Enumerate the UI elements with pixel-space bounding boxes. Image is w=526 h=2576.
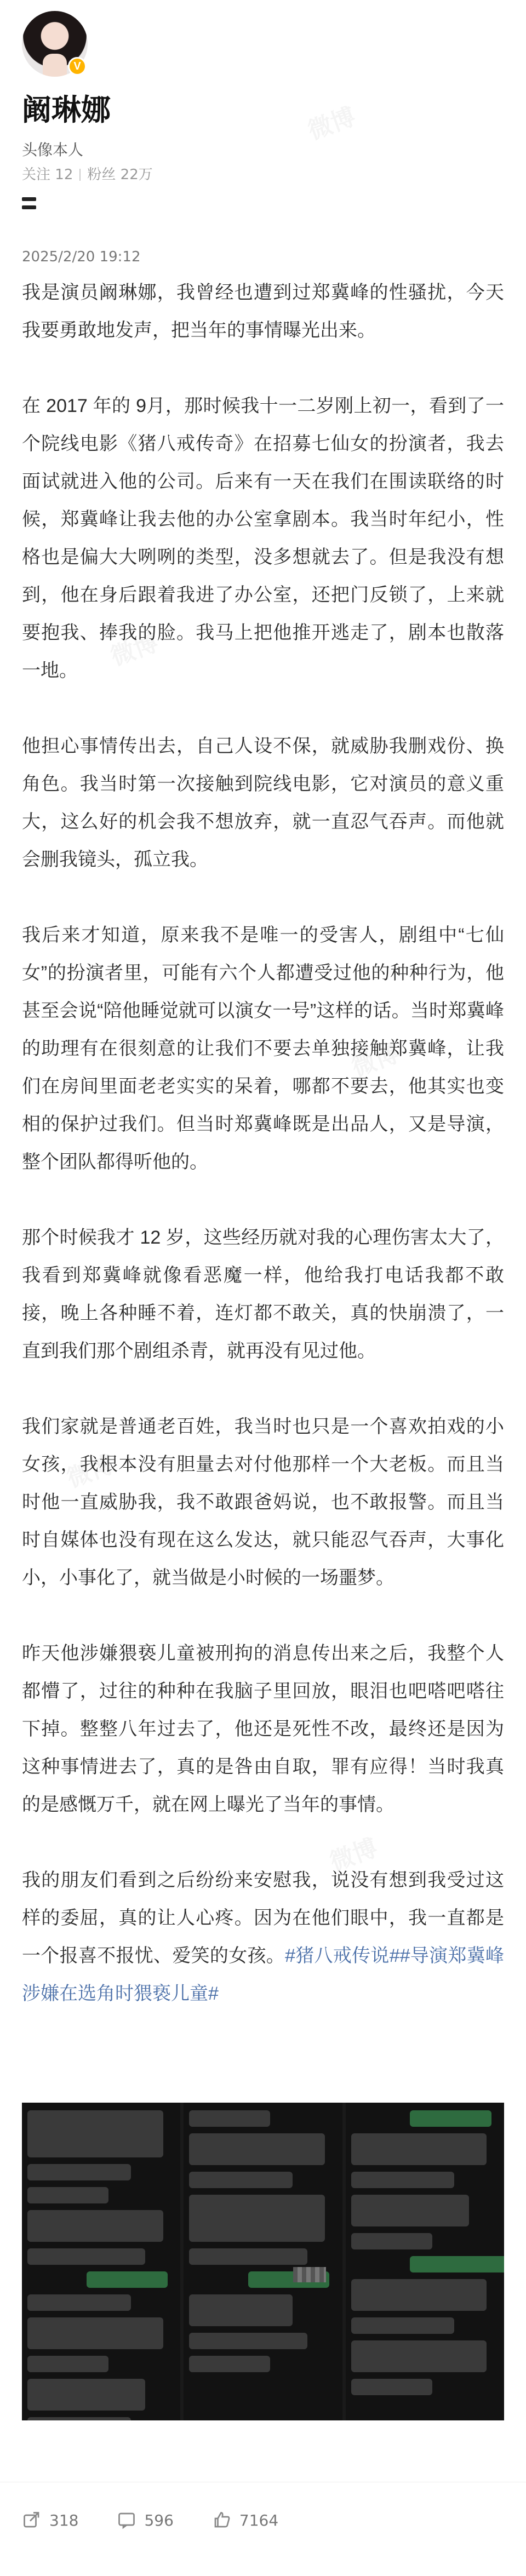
redaction-mosaic — [293, 2267, 326, 2282]
post-paragraph: 他担心事情传出去，自己人设不保，就威胁我删戏份、换角色。我当时第一次接触到院线电影，它对演员的意义重大，这么好的机会我不想放弃，就一直忍气吞声。而他就会删我镜头，孤立我。 — [22, 736, 504, 870]
post-paragraph-text: 我的朋友们看到之后纷纷来安慰我，说没有想到我受过这样的委屈，真的让人心疼。因为在他们眼中，我一直都是一个报喜不报忧、爱笑的女孩。 — [22, 1870, 504, 1966]
post-paragraph: 在 2017 年的 9月，那时候我十一二岁刚上初一，看到了一个院线电影《猪八戒传奇》在招募七仙女的扮演者，我去面试就进入他的公司。后来有一天在我们在围读联络的时候，郑冀峰让我去他的办公室拿剧本。我当时年纪小，性格也是偏大大咧咧的类型，没多想就去了。但是我没有想到，他在身后跟着我进了办公室，还把门反锁了，上来就要抱我、捧我的脸。我马上把他推开逃走了，剧本也散落一地。 — [22, 396, 504, 681]
following-label: 关注 — [22, 167, 51, 183]
chat-screenshots-image[interactable] — [22, 2103, 504, 2420]
post-body — [22, 274, 504, 2051]
post-paragraph: 昨天他涉嫌猥亵儿童被刑拘的消息传出来之后，我整个人都懵了，过往的种种在我脑子里回放，眼泪也吧嗒吧嗒往下掉。整整八年过去了，他还是死性不改，最终还是因为这种事情进去了，真的是咎由自取，罪有应得！当时我真的是感慨万千，就在网上曝光了当年的事情。 — [22, 1643, 504, 1815]
followers-count[interactable]: 22万 — [120, 167, 153, 183]
username[interactable]: 阚琳娜 — [22, 94, 111, 127]
profile-stats — [22, 163, 153, 184]
post-paragraph: 我后来才知道，原来我不是唯一的受害人，剧组中“七仙女”的扮演者里，可能有六个人都遭受过他的种种行为，他甚至会说“陪他睡觉就可以演女一号”这样的话。当时郑冀峰的助理有在很刻意的让我们不要去单独接触郑冀峰，让我们在房间里面老老实实的呆着，哪都不要去，他其实也变相的保护过我们。但当时郑冀峰既是出品人，又是导演，整个团队都得听他的。 — [22, 925, 504, 1172]
decorative-bars-icon — [22, 197, 36, 214]
bio: 头像本人 — [22, 141, 84, 159]
comment-button[interactable] — [117, 2510, 173, 2530]
post-date: 2025/2/20 19:12 — [22, 249, 141, 265]
action-bar — [22, 2498, 504, 2542]
chat-screenshot — [22, 2103, 180, 2420]
stats-divider — [79, 169, 81, 181]
comment-count: 596 — [144, 2511, 174, 2529]
chat-screenshot — [184, 2103, 342, 2420]
like-button[interactable] — [212, 2510, 278, 2530]
following-count[interactable]: 12 — [55, 167, 73, 183]
hashtag-link[interactable]: #猪八戒传说# — [285, 1945, 400, 1966]
thumbs-up-icon — [212, 2510, 232, 2530]
chat-screenshot — [346, 2103, 504, 2420]
v-badge-icon: V — [68, 57, 87, 76]
post-paragraph: 我们家就是普通老百姓，我当时也只是一个喜欢拍戏的小女孩，我根本没有胆量去对付他那样一个大老板。而且当时他一直威胁我，我不敢跟爸妈说，也不敢报警。而且当时自媒体也没有现在这么发达，就只能忍气吞声，大事化小，小事化了，就当做是小时候的一场噩梦。 — [22, 1416, 504, 1588]
post-paragraph: 那个时候我才 12 岁，这些经历就对我的心理伤害太大了，我看到郑冀峰就像看恶魔一样，他给我打电话我都不敢接，晚上各种睡不着，连灯都不敢关，真的快崩溃了，一直到我们那个剧组杀青，就再没有见过他。 — [22, 1227, 504, 1361]
post-paragraph: 我是演员阚琳娜，我曾经也遭到过郑冀峰的性骚扰，今天我要勇敢地发声，把当年的事情曝光出来。 — [22, 282, 504, 341]
comment-icon — [117, 2510, 136, 2530]
post-paragraph-last — [22, 1862, 504, 2013]
followers-label: 粉丝 — [87, 167, 116, 183]
like-count: 7164 — [239, 2511, 279, 2529]
share-button[interactable] — [22, 2510, 78, 2530]
share-icon — [22, 2510, 42, 2530]
share-count: 318 — [49, 2511, 79, 2529]
hashtag-link[interactable]: #导演郑冀峰涉嫌在选角时猥亵儿童# — [22, 1945, 504, 2004]
watermark — [302, 97, 360, 146]
